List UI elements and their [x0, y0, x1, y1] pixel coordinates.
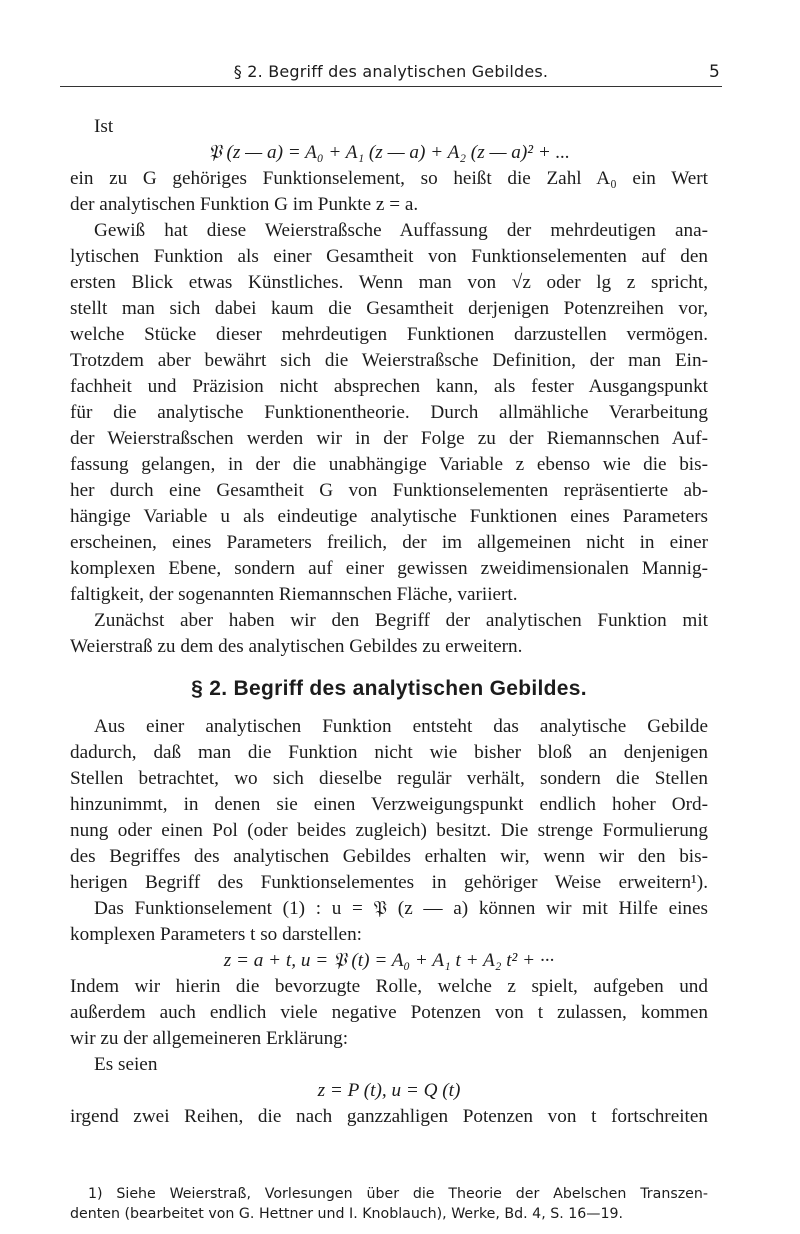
body-line: Zunächst aber haben wir den Begriff der analytischen Funktion mit — [94, 610, 708, 631]
body-line: ein zu G gehöriges Funktionselement, so heißt die Zahl A₀ ein Wert — [70, 168, 708, 189]
body-line: welche Stücke dieser mehrdeutigen Funktionen darzustellen vermögen. — [70, 324, 708, 345]
footnotes — [70, 1184, 708, 1224]
body-line: komplexen Ebene, sondern auf einer gewissen zweidimensionalen Mannig- — [70, 558, 708, 579]
body-line: für die analytische Funktionentheorie. Durch allmähliche Verarbeitung — [70, 402, 708, 423]
body-line: Das Funktionselement (1) : u = 𝔓 (z — a) können wir mit Hilfe eines — [94, 898, 708, 919]
page-number: 5 — [708, 62, 720, 82]
body-line: Es seien — [94, 1054, 158, 1075]
body-line: nung oder einen Pol (oder beides zugleich) besitzt. Die strenge Formulierung — [70, 820, 708, 841]
footnote-line: 1) Siehe Weierstraß, Vorlesungen über die Theorie der Abelschen Transzen- — [88, 1186, 708, 1202]
body-line: Indem wir hierin die bevorzugte Rolle, welche z spielt, aufgeben und — [70, 976, 708, 997]
body-text-section-1 — [70, 114, 708, 660]
body-line: außerdem auch endlich viele negative Potenzen von t zulassen, kommen — [70, 1002, 708, 1023]
running-header — [60, 58, 722, 87]
footnote-line: denten (bearbeitet von G. Hettner und I. Knoblauch), Werke, Bd. 4, S. 16—19. — [70, 1206, 624, 1222]
formula-power-series: 𝔓 (z — a) = A₀ + A₁ (z — a) + A₂ (z — a)² + ... — [208, 142, 570, 163]
body-text-section-2 — [70, 714, 708, 1130]
body-line: her durch eine Gesamtheit G von Funktionselementen repräsentierte ab- — [70, 480, 708, 501]
body-line: fassung gelangen, in der die unabhängige Variable z ebenso wie die bis- — [70, 454, 708, 475]
body-line: Gewiß hat diese Weierstraßsche Auffassung der mehrdeutigen ana- — [94, 220, 708, 241]
body-line: der Weierstraßschen werden wir in der Folge zu der Riemannschen Auf- — [70, 428, 708, 449]
section-heading-block — [70, 676, 708, 702]
body-line: erscheinen, eines Parameters freilich, der im allgemeinen nicht in einer — [70, 532, 708, 553]
body-line: wir zu der allgemeineren Erklärung: — [70, 1028, 349, 1049]
body-line: Aus einer analytischen Funktion entsteht das analytische Gebilde — [94, 716, 708, 737]
body-line: fachheit und Präzision nicht absprechen kann, als fester Ausgangspunkt — [70, 376, 708, 397]
body-line: Stellen betrachtet, wo sich dieselbe regulär verhält, sondern die Stellen — [70, 768, 708, 789]
body-line: Trotzdem aber bewährt sich die Weierstraßsche Definition, der man Ein- — [70, 350, 708, 371]
formula-parameter-representation: z = a + t, u = 𝔓 (t) = A₀ + A₁ t + A₂ t² + ··· — [223, 950, 555, 971]
body-line: hängige Variable u als eindeutige analytische Funktionen eines Parameters — [70, 506, 708, 527]
body-line: dadurch, daß man die Funktion nicht wie bisher bloß an denjenigen — [70, 742, 708, 763]
body-line: faltigkeit, der sogenannten Riemannschen Fläche, variiert. — [70, 584, 518, 605]
body-line: des Begriffes des analytischen Gebildes erhalten wir, wenn wir den bis- — [70, 846, 708, 867]
body-line: stellt man sich dabei kaum die Gesamtheit derjenigen Potenzreihen vor, — [70, 298, 708, 319]
body-line: Weierstraß zu dem des analytischen Gebildes zu erweitern. — [70, 636, 523, 657]
body-line: der analytischen Funktion G im Punkte z = a. — [70, 194, 419, 215]
body-line: Ist — [94, 116, 114, 137]
body-line: lytischen Funktion als einer Gesamtheit von Funktionselementen auf den — [70, 246, 708, 267]
section-heading: § 2. Begriff des analytischen Gebildes. — [191, 677, 587, 700]
body-line: irgend zwei Reihen, die nach ganzzahligen Potenzen von t fortschreiten — [70, 1106, 708, 1127]
running-title: § 2. Begriff des analytischen Gebildes. — [233, 62, 549, 81]
body-line: komplexen Parameters t so darstellen: — [70, 924, 362, 945]
body-line: herigen Begriff des Funktionselementes in gehöriger Weise erweitern¹). — [70, 872, 708, 893]
formula-series-pair: z = P (t), u = Q (t) — [317, 1080, 461, 1101]
body-line: ersten Blick etwas Künstliches. Wenn man von √z oder lg z spricht, — [70, 272, 708, 293]
body-line: hinzunimmt, in denen sie einen Verzweigungspunkt endlich hoher Ord- — [70, 794, 708, 815]
